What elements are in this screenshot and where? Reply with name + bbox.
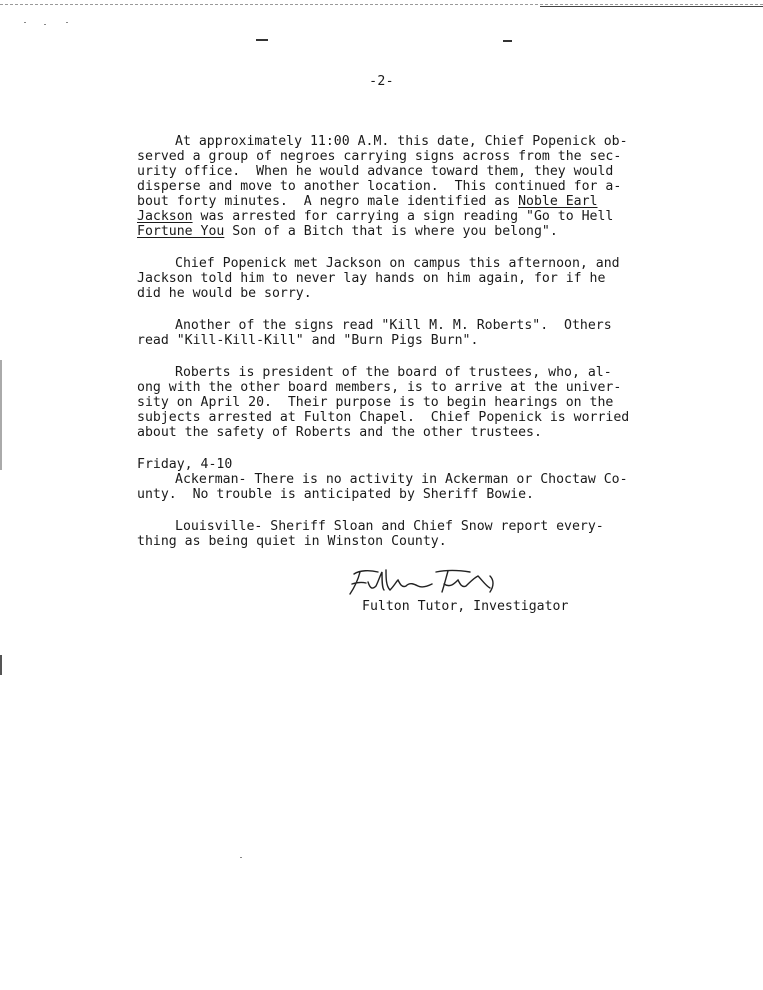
paragraph-2 (137, 256, 627, 301)
paragraph-5 (137, 457, 627, 502)
text-line: Roberts is president of the board of trustees, who, al- (175, 365, 612, 380)
page-number: -2- (369, 74, 394, 89)
paragraph-1 (137, 134, 627, 239)
underlined-name: Jackson (137, 209, 193, 224)
scan-speck (24, 22, 26, 23)
underlined-phrase: Fortune You (137, 224, 225, 239)
text-line: sity on April 20. Their purpose is to begin hearings on the (137, 395, 614, 410)
text-line: thing as being quiet in Winston County. (137, 534, 447, 549)
scan-speck (240, 857, 242, 858)
text-line: Chief Popenick met Jackson on campus this afternoon, and (175, 256, 620, 271)
scan-mark (0, 360, 2, 470)
paragraph-3 (137, 318, 627, 348)
text-segment: was arrested for carrying a sign reading "Go to Hell (192, 209, 614, 224)
text-line (137, 224, 627, 239)
scan-speck (66, 22, 68, 23)
text-line: subjects arrested at Fulton Chapel. Chief Popenick is worried (137, 410, 630, 425)
paragraph-4 (137, 365, 630, 440)
text-line (137, 209, 627, 224)
text-line: Ackerman- There is no activity in Ackerman or Choctaw Co- (175, 472, 628, 487)
signature-block (340, 562, 600, 602)
text-line: served a group of negroes carrying signs across from the sec- (137, 149, 622, 164)
scan-edge-rule-solid (540, 6, 763, 7)
scan-speck (44, 24, 46, 25)
text-line: did he would be sorry. (137, 286, 312, 301)
scan-edge-rule (0, 4, 763, 5)
text-line: about the safety of Roberts and the other trustees. (137, 425, 542, 440)
text-segment: Son of a Bitch that is where you belong". (224, 224, 558, 239)
memo-body (137, 134, 630, 566)
text-line: unty. No trouble is anticipated by Sheriff Bowie. (137, 487, 534, 502)
text-segment: bout forty minutes. A negro male identified as (137, 194, 519, 209)
handwritten-signature (340, 562, 510, 602)
text-line: Jackson told him to never lay hands on him again, for if he (137, 271, 606, 286)
scan-mark (0, 655, 2, 675)
text-line: Louisville- Sheriff Sloan and Chief Snow report every- (175, 519, 604, 534)
scan-mark (503, 40, 512, 42)
date-heading: Friday, 4-10 (137, 457, 233, 472)
text-line (137, 194, 627, 209)
paragraph-6 (137, 519, 627, 549)
scan-mark (256, 39, 268, 41)
text-line: At approximately 11:00 A.M. this date, Chief Popenick ob- (175, 134, 628, 149)
text-line: read "Kill-Kill-Kill" and "Burn Pigs Burn". (137, 333, 479, 348)
text-line: urity office. When he would advance toward them, they would (137, 164, 614, 179)
signatory-name: Fulton Tutor, Investigator (362, 599, 569, 614)
text-line: disperse and move to another location. This continued for a- (137, 179, 622, 194)
text-line: ong with the other board members, is to arrive at the univer- (137, 380, 622, 395)
underlined-name: Noble Earl (518, 194, 598, 209)
text-line: Another of the signs read "Kill M. M. Roberts". Others (175, 318, 612, 333)
